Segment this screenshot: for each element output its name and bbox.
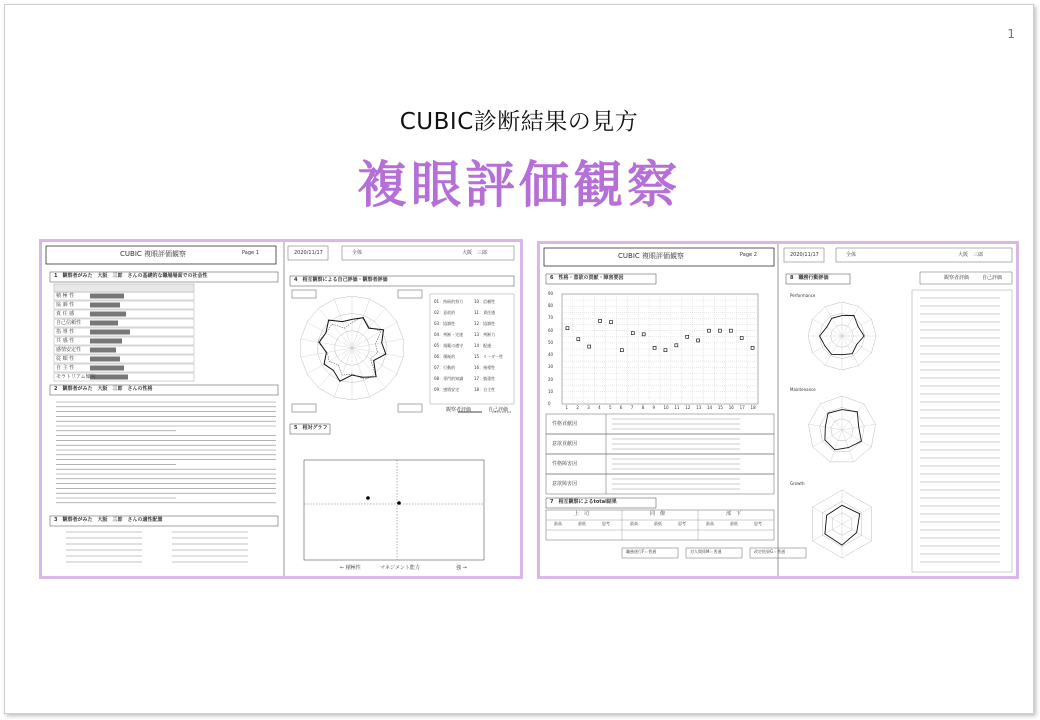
growth-radar-spoke bbox=[842, 507, 871, 524]
s6-data-point bbox=[620, 349, 623, 352]
s7-subheader: 思考 bbox=[602, 521, 610, 526]
s6-x-tick: 14 bbox=[707, 405, 713, 410]
slide-subtitle: CUBIC診断結果の見方 bbox=[399, 109, 639, 135]
s1-bar bbox=[90, 303, 120, 308]
s1-bar bbox=[90, 366, 124, 371]
s6-table-row-label: 意欲貢献因 bbox=[552, 441, 578, 447]
radar-item: 18：自主性 bbox=[474, 387, 496, 392]
s6-x-tick: 7 bbox=[630, 405, 634, 410]
s1-bar bbox=[90, 330, 130, 335]
s6-data-point bbox=[697, 339, 700, 342]
radar-corner-box bbox=[398, 404, 422, 412]
page2-section-8: 8 職務行動評価 bbox=[790, 275, 829, 281]
s1-row-label: 自 主 性 bbox=[56, 364, 75, 371]
s6-x-tick: 1 bbox=[565, 405, 568, 410]
s6-y-tick: 40 bbox=[548, 352, 554, 358]
s1-row-label: モラトリアム傾向 bbox=[56, 373, 96, 380]
s6-table-row-label: 意欲障害因 bbox=[552, 481, 578, 487]
s6-y-tick: 60 bbox=[548, 327, 554, 333]
s8-section-label: Maintenance bbox=[790, 387, 816, 392]
s6-data-point bbox=[708, 329, 711, 332]
radar-item: 17：慎重性 bbox=[474, 376, 496, 381]
s6-x-tick: 2 bbox=[576, 405, 579, 410]
s1-row-label: 責 任 感 bbox=[56, 310, 75, 317]
s7-subheader: 最低 bbox=[654, 521, 662, 526]
s6-table-row-label: 性格障害因 bbox=[552, 461, 578, 467]
s7-footer-label: 対人関係M＝普通 bbox=[690, 549, 722, 554]
s7-footer-label: 職務遂行F＝普通 bbox=[626, 549, 657, 554]
radar-item: 13：判断力 bbox=[474, 332, 496, 337]
s6-data-point bbox=[653, 346, 656, 349]
s6-x-tick: 17 bbox=[739, 405, 745, 410]
page1-legend-other: 自己評価 bbox=[488, 407, 509, 413]
s8-item-list bbox=[912, 290, 1012, 572]
radar-item: 03：協調性 bbox=[434, 321, 456, 326]
slide-page-number: 1 bbox=[1007, 27, 1015, 41]
radar-item: 11：責任感 bbox=[474, 310, 496, 315]
growth-radar-spoke bbox=[813, 507, 842, 524]
s7-subheader: 最高 bbox=[630, 521, 638, 526]
page2-section-6: 6 性格・意欲の貢献・障害要因 bbox=[550, 275, 624, 281]
s1-bar bbox=[90, 321, 118, 326]
page2-legend-b: 自己評価 bbox=[982, 275, 1003, 281]
radar-item: 09：感情安定 bbox=[434, 387, 460, 392]
radar-item: 05：規範の遵守 bbox=[434, 343, 464, 348]
s1-row-label: 従 順 性 bbox=[56, 355, 75, 362]
perf-radar-spoke bbox=[842, 319, 871, 336]
s7-subheader: 最高 bbox=[706, 521, 714, 526]
s1-bar bbox=[90, 348, 116, 353]
s6-y-tick: 50 bbox=[548, 339, 554, 345]
s6-x-tick: 18 bbox=[750, 405, 756, 410]
page1-graph-bottom: マネジメント能力 bbox=[380, 565, 420, 571]
page2-legend-a: 観察者評価 bbox=[944, 275, 970, 281]
s7-subheader: 思考 bbox=[678, 521, 686, 526]
radar-corner-box bbox=[398, 290, 422, 298]
s7-header: 上 司 bbox=[574, 511, 590, 517]
s1-row-label: 協 調 性 bbox=[56, 301, 75, 308]
s6-y-tick: 70 bbox=[548, 315, 554, 321]
s8-section-label: Performance bbox=[790, 293, 816, 298]
radar-corner-box bbox=[292, 290, 316, 298]
s7-subheader: 最低 bbox=[578, 521, 586, 526]
s6-table-row-label: 性格貢献因 bbox=[552, 421, 578, 427]
perf-radar-spoke bbox=[825, 336, 842, 365]
s1-row bbox=[54, 301, 194, 309]
s6-x-tick: 15 bbox=[717, 405, 723, 410]
page1-person: 大阪 三郎 bbox=[462, 250, 488, 256]
s7-header: 同 僚 bbox=[650, 511, 666, 517]
s6-data-point bbox=[577, 338, 580, 341]
s6-x-tick: 6 bbox=[619, 405, 623, 410]
s1-bar bbox=[90, 294, 124, 299]
page1-graph-right: 強 → bbox=[456, 565, 467, 571]
page1-section-2: 2 観察者がみた 大阪 三郎 さんの性格 bbox=[54, 386, 153, 392]
radar-spoke bbox=[352, 348, 370, 397]
s6-x-tick: 8 bbox=[641, 405, 645, 410]
s1-header-row bbox=[54, 284, 194, 292]
radar-item: 07：行動的 bbox=[434, 365, 456, 370]
s6-data-point bbox=[729, 329, 732, 332]
growth-radar-spoke bbox=[813, 524, 842, 541]
page1-section-5: 5 相対グラフ bbox=[294, 425, 328, 431]
s6-data-point bbox=[599, 319, 602, 322]
s8-section-label: Growth bbox=[790, 481, 805, 486]
s1-row-label: 指 導 性 bbox=[56, 328, 75, 335]
s6-x-tick: 3 bbox=[587, 405, 590, 410]
s6-y-tick: 0 bbox=[548, 401, 551, 406]
s6-x-tick: 9 bbox=[652, 405, 656, 410]
s6-data-point bbox=[718, 329, 721, 332]
s6-x-tick: 12 bbox=[685, 405, 691, 410]
maint-radar-spoke bbox=[813, 430, 842, 447]
s6-x-tick: 16 bbox=[728, 405, 734, 410]
maint-radar-spoke bbox=[820, 404, 842, 430]
s6-data-point bbox=[686, 335, 689, 338]
s7-subheader: 思考 bbox=[754, 521, 762, 526]
s6-data-point bbox=[610, 321, 613, 324]
radar-item: 16：指導性 bbox=[474, 365, 496, 370]
page1-page-label: Page 1 bbox=[242, 250, 259, 256]
radar-item: 04：判断・完遂 bbox=[434, 332, 464, 337]
perf-radar-series bbox=[820, 315, 865, 354]
s6-y-tick: 80 bbox=[548, 303, 554, 309]
slide-title: 複眼評価観察 bbox=[357, 156, 681, 214]
s6-x-tick: 11 bbox=[674, 405, 680, 410]
s6-data-point bbox=[642, 333, 645, 336]
s7-subheader: 最高 bbox=[554, 521, 562, 526]
s6-y-tick: 20 bbox=[548, 376, 554, 382]
s6-data-point bbox=[751, 346, 754, 349]
s6-data-point bbox=[588, 345, 591, 348]
page2-header: CUBIC 複眼評価観察 bbox=[618, 252, 684, 260]
page1-legend-self: 観察者評価 bbox=[446, 407, 472, 413]
page1-header: CUBIC 複眼評価観察 bbox=[120, 250, 186, 258]
page1-date: 2020/11/17 bbox=[294, 250, 323, 256]
s6-y-tick: 10 bbox=[548, 388, 554, 394]
page1-section-3: 3 観察者がみた 大阪 三郎 さんの適性配置 bbox=[54, 517, 163, 523]
s6-data-point bbox=[740, 337, 743, 340]
page1-section-4: 4 相互観察による自己評価・観察者評価 bbox=[294, 277, 388, 283]
s7-subheader: 最低 bbox=[730, 521, 738, 526]
perf-radar-spoke bbox=[825, 307, 842, 336]
report-page-1 bbox=[39, 239, 523, 579]
s6-x-tick: 4 bbox=[598, 405, 601, 410]
page2-person: 大阪 三郎 bbox=[958, 252, 984, 258]
radar-item: 02：意欲的 bbox=[434, 310, 456, 315]
perf-radar-spoke bbox=[813, 336, 842, 353]
s7-header: 部 下 bbox=[726, 511, 742, 517]
page2-scope: 全体 bbox=[846, 252, 857, 258]
s1-row-label: 積 極 性 bbox=[56, 292, 75, 299]
radar-item: 15：リーダー性 bbox=[474, 354, 504, 359]
page1-graph-top: ← 積極性 bbox=[340, 565, 361, 571]
page2-page-label: Page 2 bbox=[740, 252, 757, 258]
radar-corner-box bbox=[292, 404, 316, 412]
radar-item: 08：専門的知識 bbox=[434, 376, 464, 381]
growth-radar-series bbox=[825, 505, 860, 545]
page2-date: 2020/11/17 bbox=[790, 252, 819, 258]
radar-spoke bbox=[334, 348, 352, 397]
radar-item: 01：持続的努力 bbox=[434, 299, 464, 304]
perf-radar-spoke bbox=[842, 336, 859, 365]
s6-data-point bbox=[675, 344, 678, 347]
s6-x-tick: 13 bbox=[696, 405, 702, 410]
s6-data-point bbox=[566, 327, 569, 330]
s1-bar bbox=[90, 312, 126, 317]
radar-item: 14：配慮 bbox=[474, 343, 492, 348]
s6-data-point bbox=[664, 349, 667, 352]
s1-row-label: 自己信頼性 bbox=[56, 319, 82, 326]
radar-item: 10：信頼性 bbox=[474, 299, 496, 304]
s6-y-tick: 90 bbox=[548, 291, 554, 296]
slide bbox=[4, 4, 1034, 714]
s6-y-tick: 30 bbox=[548, 364, 554, 370]
radar-item: 12：協調性 bbox=[474, 321, 496, 326]
s1-row bbox=[54, 355, 194, 363]
s7-footer-label: 改定結果G＝普通 bbox=[754, 549, 786, 554]
radar-item: 06：積極的 bbox=[434, 354, 456, 359]
s1-row-label: 共 感 性 bbox=[56, 337, 75, 344]
page1-scope: 全体 bbox=[352, 250, 363, 256]
maint-radar-spoke bbox=[842, 404, 864, 430]
s6-data-point bbox=[631, 332, 634, 335]
s1-row-label: 感情安定性 bbox=[56, 346, 82, 353]
radar-spoke bbox=[334, 299, 352, 348]
s6-x-tick: 5 bbox=[609, 405, 612, 410]
perf-radar-spoke bbox=[813, 319, 842, 336]
page2-section-7: 7 相互観察によるtotal結果 bbox=[550, 499, 617, 505]
s6-x-tick: 10 bbox=[663, 405, 669, 410]
page1-section-1: 1 観察者がみた 大阪 三郎 さんの基礎的な職場場面での社会性 bbox=[54, 273, 208, 279]
s1-bar bbox=[90, 339, 122, 344]
maint-radar-spoke bbox=[842, 430, 871, 447]
s1-bar bbox=[90, 357, 120, 362]
s1-row bbox=[54, 337, 194, 345]
report-page-2 bbox=[537, 241, 1019, 579]
